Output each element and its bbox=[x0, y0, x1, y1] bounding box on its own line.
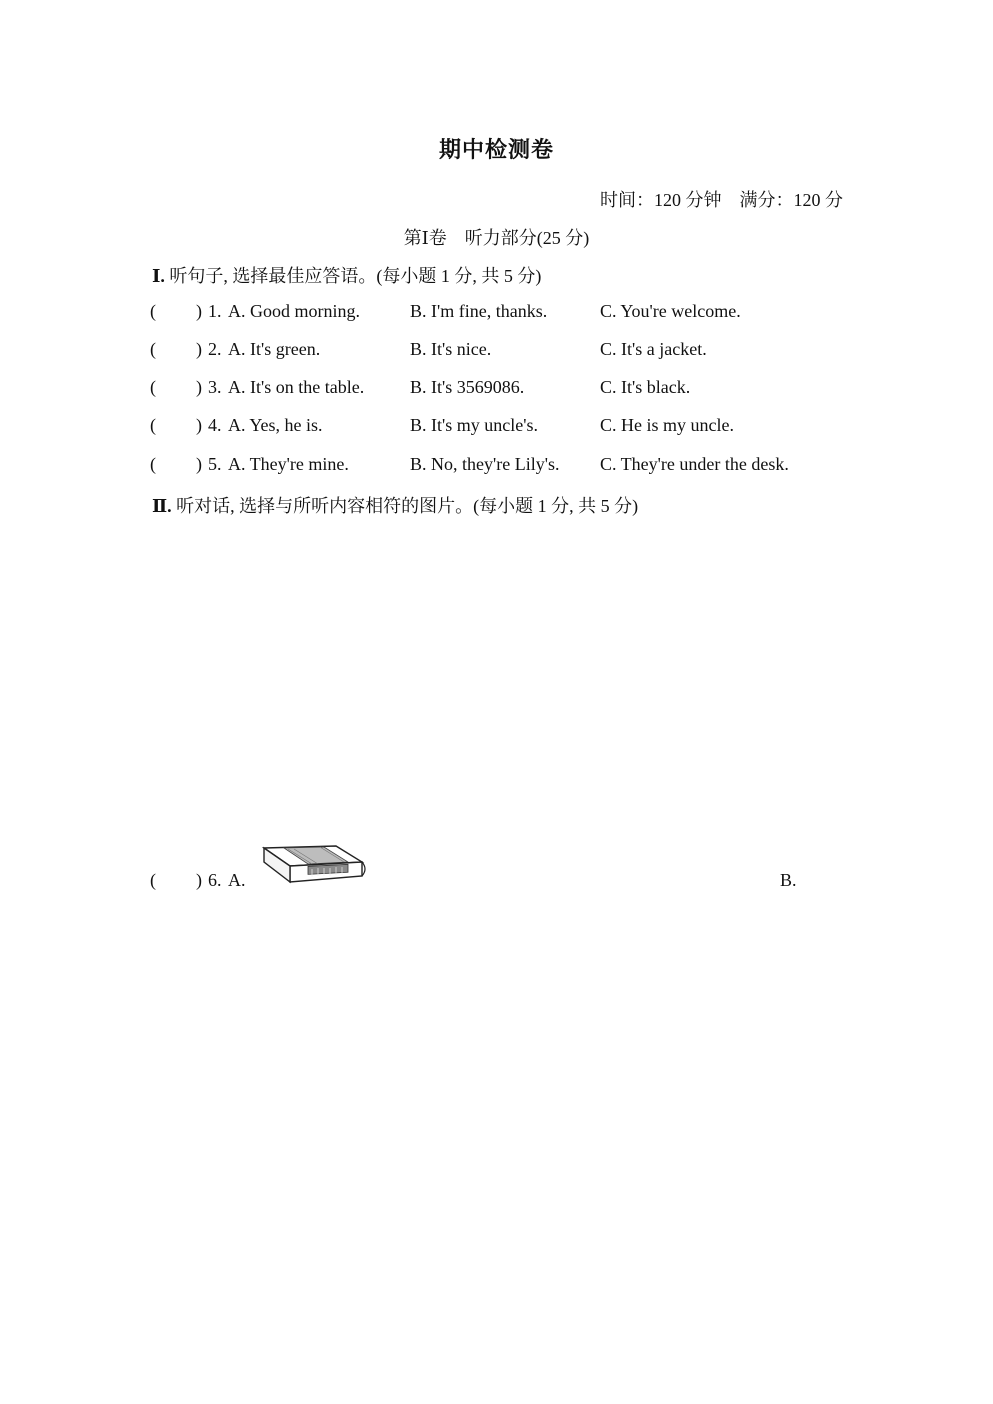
answer-paren-close: ) bbox=[196, 377, 202, 397]
question-row bbox=[150, 339, 850, 365]
option-a-label: A. bbox=[228, 870, 246, 890]
section2-number: Ⅱ. bbox=[152, 496, 172, 516]
option-a: A. They're mine. bbox=[228, 454, 349, 474]
answer-paren-open: ( bbox=[150, 454, 156, 474]
option-a: A. It's green. bbox=[228, 339, 321, 359]
eraser-illustration bbox=[258, 842, 368, 888]
option-c: C. They're under the desk. bbox=[600, 454, 789, 474]
question-number: 4. bbox=[208, 415, 222, 435]
option-b: B. It's 3569086. bbox=[410, 377, 525, 397]
option-b: B. I'm fine, thanks. bbox=[410, 301, 548, 321]
time-info: 时间：120 分钟 满分：120 分 bbox=[600, 190, 843, 210]
question-number: 6. bbox=[208, 870, 222, 890]
section1-instruction: 听句子, 选择最佳应答语。(每小题 1 分, 共 5 分) bbox=[169, 266, 542, 286]
answer-paren-open: ( bbox=[150, 377, 156, 397]
question-row-6 bbox=[150, 870, 850, 896]
option-b: B. No, they're Lily's. bbox=[410, 454, 560, 474]
question-row bbox=[150, 415, 850, 441]
answer-paren-open: ( bbox=[150, 339, 156, 359]
option-a: A. Yes, he is. bbox=[228, 415, 323, 435]
answer-paren-open: ( bbox=[150, 415, 156, 435]
option-c: C. He is my uncle. bbox=[600, 415, 734, 435]
question-number: 2. bbox=[208, 339, 222, 359]
answer-paren-close: ) bbox=[196, 415, 202, 435]
question-number: 5. bbox=[208, 454, 222, 474]
option-b: B. It's nice. bbox=[410, 339, 492, 359]
question-row bbox=[150, 377, 850, 403]
option-b-label: B. bbox=[780, 870, 797, 890]
section1-number: Ⅰ. bbox=[152, 266, 165, 286]
option-a: A. Good morning. bbox=[228, 301, 360, 321]
part-title: 第Ⅰ卷 听力部分(25 分) bbox=[403, 228, 590, 248]
section2-instruction: 听对话, 选择与所听内容相符的图片。(每小题 1 分, 共 5 分) bbox=[176, 496, 639, 516]
answer-paren-close: ) bbox=[196, 454, 202, 474]
question-row bbox=[150, 301, 850, 327]
answer-paren-close: ) bbox=[196, 870, 202, 890]
section1-heading bbox=[152, 262, 541, 288]
question-number: 3. bbox=[208, 377, 222, 397]
section2-heading bbox=[152, 492, 638, 518]
answer-paren-close: ) bbox=[196, 339, 202, 359]
answer-paren-open: ( bbox=[150, 301, 156, 321]
option-b: B. It's my uncle's. bbox=[410, 415, 538, 435]
question-row bbox=[150, 454, 850, 480]
question-number: 1. bbox=[208, 301, 222, 321]
option-a: A. It's on the table. bbox=[228, 377, 365, 397]
answer-paren-open: ( bbox=[150, 870, 156, 890]
option-c: C. It's black. bbox=[600, 377, 691, 397]
option-c: C. It's a jacket. bbox=[600, 339, 707, 359]
page-title: 期中检测卷 bbox=[438, 137, 554, 162]
option-c: C. You're welcome. bbox=[600, 301, 741, 321]
answer-paren-close: ) bbox=[196, 301, 202, 321]
